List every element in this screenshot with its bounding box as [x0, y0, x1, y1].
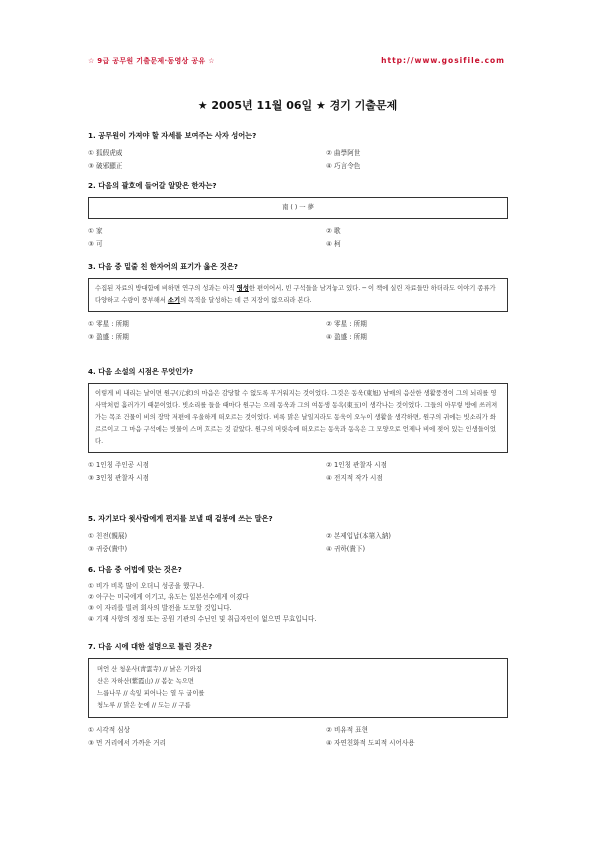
- underlined-word-1: 영성: [236, 285, 249, 292]
- option[interactable]: ③ 可: [88, 240, 103, 248]
- option[interactable]: ③ 귀중(貴中): [88, 545, 128, 553]
- option[interactable]: ② 아구는 미국에게 이기고, 유도는 일본선수에게 이겼다: [88, 593, 249, 601]
- option[interactable]: ② 曲學阿世: [326, 149, 361, 157]
- question-2-box: 南 ( ) 一 夢: [88, 197, 508, 219]
- question-5-title: 5. 자기보다 윗사람에게 편지를 보낼 때 겉봉에 쓰는 말은?: [88, 514, 273, 523]
- question-4: [88, 367, 508, 482]
- question-5: [88, 514, 508, 553]
- option[interactable]: ① 狐假虎威: [88, 149, 123, 157]
- option[interactable]: ③ 盈盛 : 所期: [88, 333, 129, 341]
- question-3-options: [88, 318, 508, 341]
- option[interactable]: ② 零星 : 所期: [326, 320, 367, 328]
- question-6-options: [88, 581, 508, 625]
- option[interactable]: ① 零星 : 所期: [88, 320, 129, 328]
- question-3-title: 3. 다음 중 밑줄 친 한자어의 표기가 옳은 것은?: [88, 262, 238, 271]
- option[interactable]: ④ 전지적 작가 시점: [326, 474, 383, 482]
- option[interactable]: ① 1인칭 주인공 시점: [88, 461, 149, 469]
- question-1-title: 1. 공무원이 가져야 할 자세를 보여주는 사자 성어는?: [88, 131, 257, 140]
- option[interactable]: ④ 柯: [326, 240, 341, 248]
- question-1: [88, 131, 508, 170]
- question-4-options: [88, 459, 508, 482]
- option[interactable]: ② 歌: [326, 227, 341, 235]
- option[interactable]: ① 家: [88, 227, 103, 235]
- question-1-options: [88, 147, 508, 170]
- option[interactable]: ④ 盈盛 : 所期: [326, 333, 367, 341]
- option[interactable]: ① 시각적 심상: [88, 726, 130, 734]
- underlined-word-2: 소기: [167, 297, 181, 304]
- question-5-options: [88, 530, 508, 553]
- question-7: [88, 642, 508, 747]
- option[interactable]: ④ 기재 사항의 정정 또는 공원 기관의 수닌인 및 취급자인이 없으면 무효입니다.: [88, 615, 317, 623]
- question-2-title: 2. 다음의 괄호에 들어갈 알맞은 한자는?: [88, 181, 217, 190]
- option[interactable]: ④ 자연친화적 도피적 시어사용: [326, 739, 415, 747]
- passage-text: 의 목적을 달성하는 데 큰 지장이 없으리라 본다.: [180, 297, 312, 304]
- question-4-title: 4. 다음 소설의 시점은 무엇인가?: [88, 367, 194, 376]
- option[interactable]: ③ 破邪顯正: [88, 162, 123, 170]
- question-6: [88, 565, 508, 625]
- question-7-title: 7. 다음 시에 대한 설명으로 틀린 것은?: [88, 642, 213, 651]
- option[interactable]: ① 비가 비록 많이 오더니 성공을 했구나.: [88, 582, 205, 590]
- poem-line: 머언 산 청운사(靑雲寺) // 낡은 기와집: [97, 666, 202, 673]
- option[interactable]: ④ 귀하(貴下): [326, 545, 366, 553]
- option[interactable]: ① 친전(親展): [88, 532, 128, 540]
- option[interactable]: ② 1인칭 관찰자 시점: [326, 461, 387, 469]
- question-4-passage: 이렇게 비 내리는 날이면 원구(元求)의 마음은 감당할 수 없도록 무거워지는 것이었다. 그것은 동욱(東旭) 남매의 음산한 생활풍경이 그의 뇌리를 영사막처럼 흘러가기 때문이었다. 빗소리를 들을 때마다 원구는 으레 동욱과 그의 여동생 동옥(東玉)이 생각나는 것이었다. 그들의 아무렇 방에 쓰러져 가는 목조 건물이 비의 장막 저편에 우울하게 떠오르는 것이었다. 비록 맑은 날일지라도 동욱이 오누이 생활을 생각하면, 원구의 귀에는 빗소리가 쏴르르이고 그 마음 구석에는 빗물이 스며 흐르는 것 같았다. 원구의 머릿속에 떠오르는 동욱과 동옥은 그 모양으로 언제나 비에 젖어 있는 인생들이었다.: [88, 383, 508, 453]
- header-website-link[interactable]: http://www.gosifile.com: [381, 56, 505, 65]
- question-3-passage: [88, 278, 508, 312]
- option[interactable]: ② 비유적 표현: [326, 726, 368, 734]
- question-3: [88, 262, 508, 341]
- header-left-banner: ☆ 9급 공무원 기출문제·동영상 공유 ☆: [88, 57, 215, 65]
- poem-line: 청노루 // 맑은 눈에 // 도는 // 구름: [97, 702, 191, 709]
- option[interactable]: ② 본제입납(本第入納): [326, 532, 392, 540]
- question-6-title: 6. 다음 중 어법에 맞는 것은?: [88, 565, 182, 574]
- question-7-poem: [88, 658, 508, 718]
- option[interactable]: ③ 3인칭 관찰자 시점: [88, 474, 149, 482]
- question-2-options: [88, 225, 508, 248]
- page-title: ★ 2005년 11월 06일 ★ 경기 기출문제: [197, 99, 398, 112]
- poem-line: 산은 자하산(紫霞山) // 봄눈 녹으면: [97, 678, 194, 685]
- option[interactable]: ③ 먼 거리에서 가까운 거리: [88, 739, 166, 747]
- option[interactable]: ③ 이 자리를 빌려 회사의 발전을 도모할 것입니다.: [88, 604, 232, 612]
- question-2: [88, 181, 508, 248]
- option[interactable]: ④ 巧言令色: [326, 162, 361, 170]
- question-7-options: [88, 724, 508, 747]
- poem-line: 느릅나무 // 속잎 피어나는 열 두 굽이를: [97, 690, 205, 697]
- passage-text: 수집된 자료의 방대함에 비하면 연구의 성과는 아직: [95, 285, 237, 292]
- passage-text: 한 편이어서, 빈 구석들을 남겨놓고 있다. ─ 이 책에 실린 자료들만 하더라도 이야기 종류가 다양하고 수량이 풍부해서: [95, 285, 496, 304]
